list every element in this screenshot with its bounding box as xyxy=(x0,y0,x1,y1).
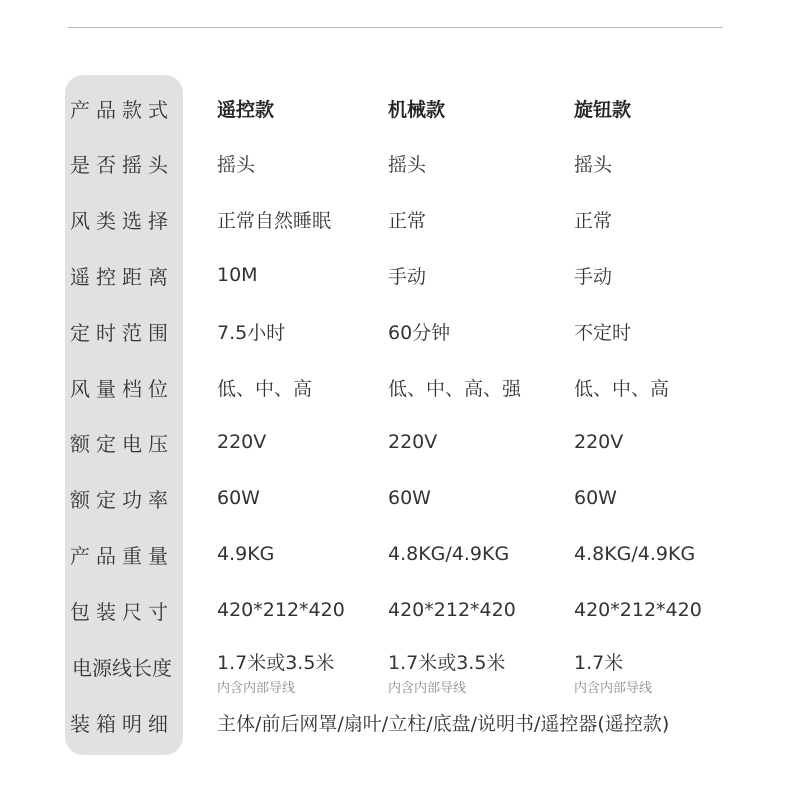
cell-remote: 420*212*420 xyxy=(217,599,345,621)
row-label: 是否摇头 xyxy=(70,152,174,177)
cell-mechanical xyxy=(388,644,505,699)
table-row xyxy=(0,582,792,638)
cell-mechanical: 420*212*420 xyxy=(388,599,516,621)
row-label: 风量档位 xyxy=(70,376,174,401)
column-header-mechanical: 机械款 xyxy=(388,98,446,121)
row-label: 产品款式 xyxy=(70,97,174,122)
top-divider xyxy=(68,27,723,28)
cell-knob: 4.8KG/4.9KG xyxy=(574,543,696,565)
cell-remote xyxy=(217,644,334,699)
cell-remote: 低、中、高 xyxy=(217,377,313,400)
cord-length-value: 1.7米或3.5米 xyxy=(388,652,506,674)
table-row xyxy=(0,470,792,526)
cell-mechanical: 60W xyxy=(388,487,431,509)
row-label: 包装尺寸 xyxy=(70,599,174,624)
cell-remote: 摇头 xyxy=(217,153,256,176)
row-label: 额定电压 xyxy=(70,431,174,456)
cell-remote: 10M xyxy=(217,264,258,286)
table-row-packing-list xyxy=(0,694,792,750)
table-row xyxy=(0,135,792,191)
cell-mechanical: 摇头 xyxy=(388,153,427,176)
cord-note: 内含内部导线 xyxy=(217,681,296,696)
cell-mechanical: 低、中、高、强 xyxy=(388,377,522,400)
table-row xyxy=(0,191,792,247)
cell-knob: 220V xyxy=(574,431,624,453)
cell-remote: 220V xyxy=(217,431,267,453)
cell-mechanical: 手动 xyxy=(388,265,427,288)
cell-mechanical: 220V xyxy=(388,431,438,453)
row-label: 额定功率 xyxy=(70,487,174,512)
table-row xyxy=(0,303,792,359)
cord-note: 内含内部导线 xyxy=(388,681,467,696)
row-label: 产品重量 xyxy=(70,543,174,568)
table-row-cord-length xyxy=(0,644,792,700)
cell-knob: 420*212*420 xyxy=(574,599,702,621)
cell-mechanical: 正常 xyxy=(388,209,427,232)
packing-list-value: 主体/前后网罩/扇叶/立柱/底盘/说明书/遥控器(遥控款) xyxy=(217,712,670,735)
row-label: 装箱明细 xyxy=(70,711,174,736)
column-header-remote: 遥控款 xyxy=(217,98,275,121)
cell-knob: 手动 xyxy=(574,265,613,288)
cell-remote: 60W xyxy=(217,487,260,509)
cord-length-value: 1.7米或3.5米 xyxy=(217,652,335,674)
cord-length-value: 1.7米 xyxy=(574,652,624,674)
cell-mechanical: 60分钟 xyxy=(388,321,451,344)
table-row xyxy=(0,414,792,470)
cell-remote: 7.5小时 xyxy=(217,321,286,344)
cord-note: 内含内部导线 xyxy=(574,681,653,696)
cell-remote: 正常自然睡眠 xyxy=(217,209,332,232)
header-row xyxy=(0,80,792,136)
row-label: 定时范围 xyxy=(70,320,174,345)
column-header-knob: 旋钮款 xyxy=(574,98,632,121)
cell-remote: 4.9KG xyxy=(217,543,275,565)
table-row xyxy=(0,526,792,582)
row-label: 遥控距离 xyxy=(70,264,174,289)
cell-knob: 60W xyxy=(574,487,617,509)
table-row xyxy=(0,247,792,303)
row-label: 风类选择 xyxy=(70,208,174,233)
cell-knob: 摇头 xyxy=(574,153,613,176)
cell-mechanical: 4.8KG/4.9KG xyxy=(388,543,510,565)
table-row xyxy=(0,359,792,415)
cell-knob: 不定时 xyxy=(574,321,632,344)
cell-knob: 低、中、高 xyxy=(574,377,670,400)
row-label: 电源线长度 xyxy=(72,655,172,680)
cell-knob xyxy=(574,644,652,699)
cell-knob: 正常 xyxy=(574,209,613,232)
